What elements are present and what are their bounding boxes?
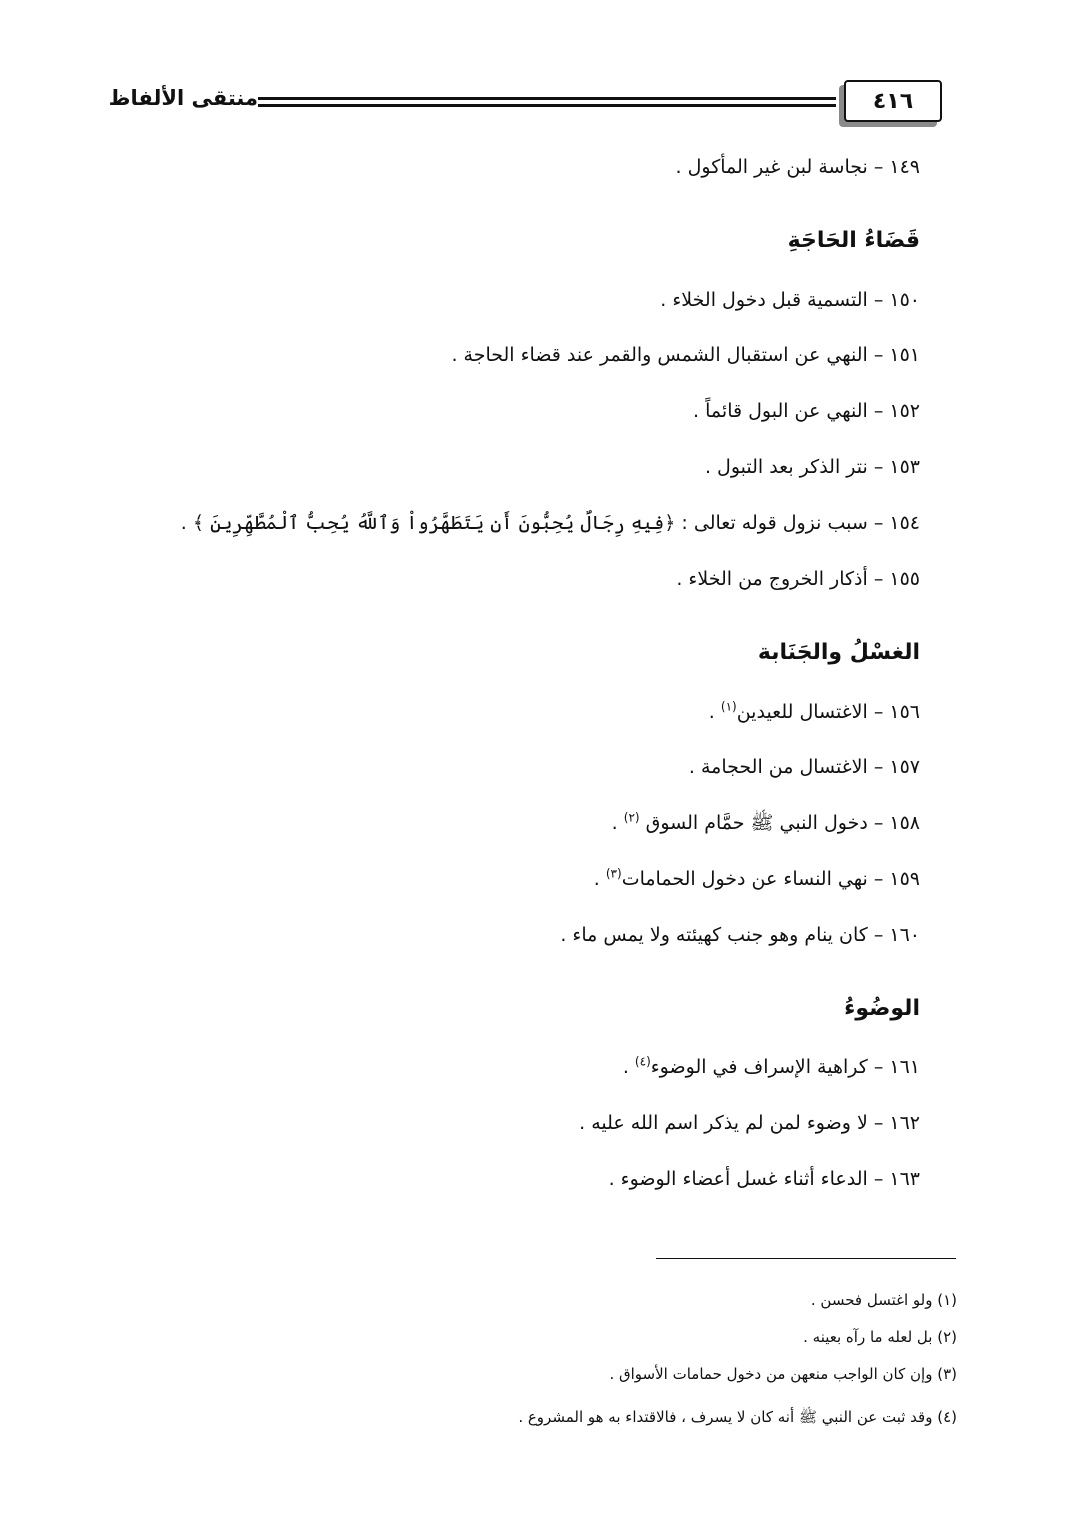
footnote-2: (٢) بل لعله ما رآه بعينه . bbox=[803, 1328, 957, 1346]
list-item-158 bbox=[130, 808, 920, 838]
footnote-3: (٣) وإن كان الواجب منعهن من دخول حمامات الأسواق . bbox=[609, 1365, 957, 1383]
footnote-ref-2[interactable]: (٢) bbox=[623, 810, 640, 825]
page-number-box bbox=[844, 80, 942, 122]
page-header bbox=[110, 74, 948, 130]
footnote-separator bbox=[656, 1258, 956, 1259]
list-item-156-end: . bbox=[708, 701, 721, 723]
list-item-159-end: . bbox=[593, 868, 606, 890]
list-item-149: ١٤٩ – نجاسة لبن غير المأكول . bbox=[675, 156, 920, 178]
list-item-157: ١٥٧ – الاغتسال من الحجامة . bbox=[688, 756, 920, 778]
list-item-152: ١٥٢ – النهي عن البول قائماً . bbox=[693, 400, 920, 422]
page-number: ٤١٦ bbox=[872, 88, 914, 114]
list-item-150: ١٥٠ – التسمية قبل دخول الخلاء . bbox=[660, 289, 920, 311]
list-item-154-suffix: . bbox=[180, 512, 193, 534]
list-item-162: ١٦٢ – لا وضوء لمن لم يذكر اسم الله عليه . bbox=[579, 1112, 920, 1134]
quran-verse: ﴿فِيهِ رِجَالٌ يُحِبُّونَ أَن يَتَطَهَّرُواْ وَٱللَّهُ يُحِبُّ ٱلْمُطَّهِّرِينَ ﴾ bbox=[192, 512, 676, 534]
section-heading-ghusl: الغسْلُ والجَنَابة bbox=[757, 640, 920, 665]
footnote-ref-1[interactable]: (١) bbox=[720, 699, 737, 714]
list-item-156-text: ١٥٦ – الاغتسال للعيدين bbox=[736, 701, 920, 723]
list-item-159-text: ١٥٩ – نهي النساء عن دخول الحمامات bbox=[621, 868, 920, 890]
footnote-ref-3[interactable]: (٣) bbox=[605, 866, 622, 881]
list-item-160: ١٦٠ – كان ينام وهو جنب كهيئته ولا يمس ماء . bbox=[560, 924, 920, 946]
list-item-154 bbox=[130, 508, 920, 538]
running-title: منتقى الألفاظ bbox=[108, 86, 258, 110]
section-heading-wudu: الوضُوءُ bbox=[844, 996, 920, 1021]
header-rule-bottom bbox=[258, 104, 836, 107]
footnote-ref-4[interactable]: (٤) bbox=[634, 1054, 651, 1069]
list-item-151: ١٥١ – النهي عن استقبال الشمس والقمر عند قضاء الحاجة . bbox=[451, 344, 920, 366]
list-item-158-text: ١٥٨ – دخول النبي ﷺ حمَّام السوق bbox=[639, 812, 920, 834]
footnote-4: (٤) وقد ثبت عن النبي ﷺ أنه كان لا يسرف ، فالاقتداء به هو المشروع . bbox=[518, 1408, 957, 1426]
header-rule-top bbox=[258, 97, 836, 100]
list-item-163: ١٦٣ – الدعاء أثناء غسل أعضاء الوضوء . bbox=[608, 1168, 920, 1190]
list-item-159 bbox=[130, 864, 920, 894]
section-heading-qada-alhaja: قَضَاءُ الحَاجَةِ bbox=[787, 228, 920, 253]
list-item-154-prefix: ١٥٤ – سبب نزول قوله تعالى : bbox=[675, 512, 920, 534]
footnote-1: (١) ولو اغتسل فحسن . bbox=[810, 1291, 957, 1309]
header-double-rule bbox=[258, 97, 836, 109]
list-item-156 bbox=[130, 697, 920, 727]
list-item-158-end: . bbox=[611, 812, 624, 834]
list-item-153: ١٥٣ – نتر الذكر بعد التبول . bbox=[704, 456, 920, 478]
list-item-161 bbox=[130, 1052, 920, 1082]
list-item-161-end: . bbox=[622, 1056, 635, 1078]
list-item-155: ١٥٥ – أذكار الخروج من الخلاء . bbox=[676, 568, 920, 590]
list-item-161-text: ١٦١ – كراهية الإسراف في الوضوء bbox=[650, 1056, 920, 1078]
